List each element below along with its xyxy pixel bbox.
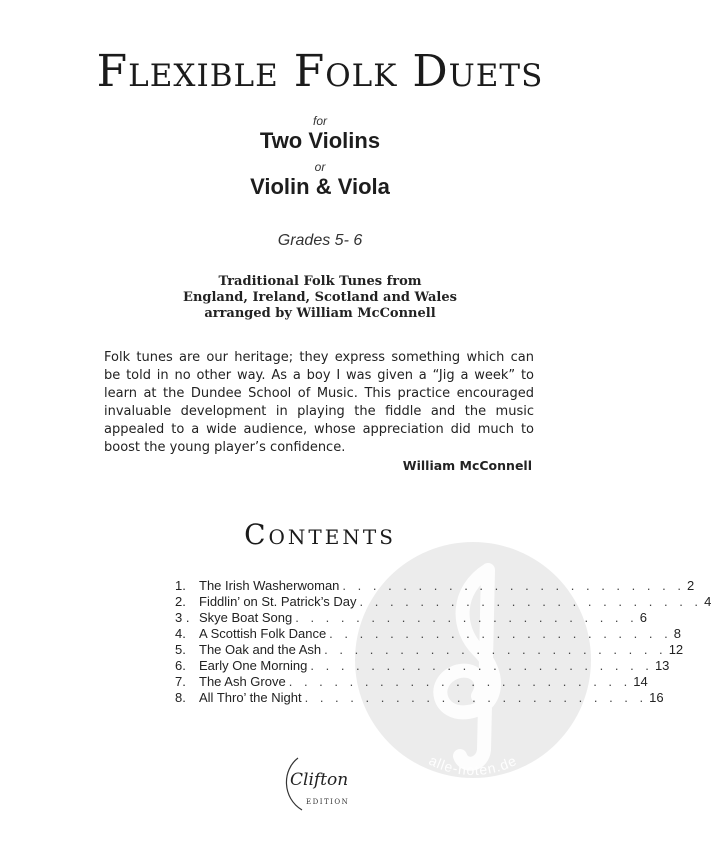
foreword-paragraph: Folk tunes are our heritage; they express something which can be told in no other way. As a boy I was given a “Jig a week” to learn at the Dundee School of Music. This practice encouraged invaluable development in playing the fiddle and the music appealed to a wide audience, whose appreciation did much to boost the young player’s confidence. — [104, 350, 534, 455]
or-label: or — [314, 160, 326, 174]
toc-title: All Thro’ the Night — [199, 690, 302, 705]
credits-line-2: England, Ireland, Scotland and Wales — [183, 290, 457, 305]
toc-title: Fiddlin’ on St. Patrick’s Day — [199, 594, 357, 609]
toc-number: 3 . — [175, 610, 190, 625]
toc-page: 12 — [668, 642, 684, 657]
toc-number: 5. — [175, 642, 186, 657]
foreword-author: William McConnell — [402, 458, 532, 473]
credits-line-1: Traditional Folk Tunes from — [218, 274, 422, 289]
toc-page: 4 — [704, 594, 711, 609]
toc-leader: . . . . . . . . . . . . . . . . . . . . . . . — [288, 674, 632, 689]
toc-leader: . . . . . . . . . . . . . . . . . . . . . . . — [295, 610, 638, 625]
toc-number: 7. — [175, 674, 186, 689]
toc-leader: . . . . . . . . . . . . . . . . . . . . . . . — [304, 690, 648, 705]
toc-title: The Oak and the Ash — [199, 642, 322, 657]
toc-leader: . . . . . . . . . . . . . . . . . . . . . . . — [324, 642, 667, 657]
toc-row — [175, 674, 648, 690]
publisher-edition: EDITION — [306, 798, 350, 806]
toc-page: 13 — [654, 658, 670, 673]
publisher-logo — [276, 752, 362, 816]
toc-number: 6. — [175, 658, 186, 673]
toc-page: 16 — [649, 690, 664, 705]
toc-page: 2 — [686, 578, 695, 593]
book-title: Flexible Folk Duets — [96, 46, 544, 97]
credits-block — [0, 274, 640, 322]
toc-page: 8 — [673, 626, 681, 641]
toc-leader: . . . . . . . . . . . . . . . . . . . . . . . — [342, 578, 685, 593]
watermark-text: alle-noten.de — [426, 751, 520, 779]
table-of-contents — [175, 578, 711, 706]
instrumentation-violin-viola: Violin & Viola — [250, 174, 390, 199]
toc-title: A Scottish Folk Dance — [199, 626, 327, 641]
instrumentation-two-violins: Two Violins — [259, 128, 381, 153]
toc-title: Skye Boat Song — [199, 610, 293, 625]
toc-title: The Ash Grove — [199, 674, 286, 689]
grades-label: Grades 5- 6 — [277, 232, 363, 249]
toc-page: 14 — [633, 674, 648, 689]
toc-page: 6 — [639, 610, 648, 625]
toc-title: The Irish Washerwoman — [199, 578, 340, 593]
toc-number: 8. — [175, 690, 186, 705]
toc-number: 2. — [175, 594, 186, 609]
contents-heading: Contents — [244, 518, 396, 551]
toc-row — [175, 594, 711, 610]
toc-row — [175, 658, 670, 674]
toc-number: 4. — [175, 626, 186, 641]
toc-row — [175, 578, 695, 594]
toc-leader: . . . . . . . . . . . . . . . . . . . . . . . — [359, 594, 703, 609]
toc-title: Early One Morning — [199, 658, 308, 673]
toc-leader: . . . . . . . . . . . . . . . . . . . . . . . — [310, 658, 653, 673]
toc-row — [175, 690, 664, 706]
publisher-name: Clifton — [290, 770, 349, 790]
toc-row — [175, 626, 681, 642]
toc-leader: . . . . . . . . . . . . . . . . . . . . . . . — [329, 626, 672, 641]
for-label: for — [312, 114, 327, 128]
toc-row — [175, 610, 648, 626]
toc-row — [175, 642, 684, 658]
credits-line-3: arranged by William McConnell — [204, 306, 436, 321]
toc-number: 1. — [175, 578, 186, 593]
